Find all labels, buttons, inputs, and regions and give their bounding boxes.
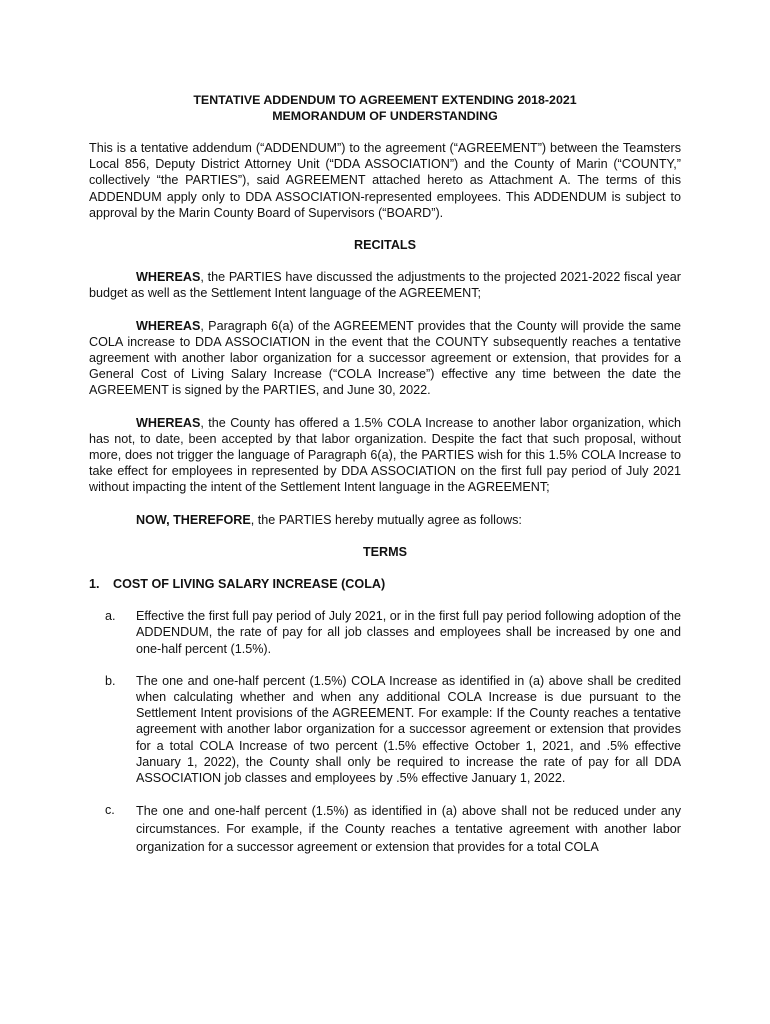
list-item-text: The one and one-half percent (1.5%) as identified in (a) above shall not be reduced under any circumstances. For example, if the County reaches a tentative agreement with another labor organization for a successor agreement or extension that provides for a total COLA xyxy=(136,804,681,855)
now-therefore-paragraph xyxy=(89,512,681,528)
list-item xyxy=(89,802,681,856)
list-item-text: Effective the first full pay period of July 2021, or in the first full pay period following adoption of the ADDENDUM, the rate of pay for all job classes and employees shall be increased by one and one-half percent (1.5%). xyxy=(136,609,681,656)
document-title-line-2: MEMORANDUM OF UNDERSTANDING xyxy=(272,109,498,123)
list-item xyxy=(89,673,681,786)
list-item xyxy=(89,608,681,657)
whereas-text: , Paragraph 6(a) of the AGREEMENT provides that the County will provide the same COLA increase to DDA ASSOCIATION in the event that the COUNTY subsequently reaches a tentative agreement with another labor organization for a successor agreement or extension, that provides for a General Cost of Living Salary Increase (“COLA Increase”) effective any time between the date the AGREEMENT is signed by the PARTIES, and June 30, 2022. xyxy=(89,318,681,398)
list-item-label: c. xyxy=(105,803,115,818)
whereas-paragraph-1 xyxy=(89,269,681,301)
whereas-lead: WHEREAS xyxy=(136,318,201,333)
section-1-heading xyxy=(89,576,681,592)
recitals-heading: RECITALS xyxy=(353,238,417,253)
section-number: 1. xyxy=(89,577,100,592)
whereas-text: , the PARTIES have discussed the adjustments to the projected 2021-2022 fiscal year budget as well as the Settlement Intent language of the AGREEMENT; xyxy=(89,270,681,301)
intro-paragraph: This is a tentative addendum (“ADDENDUM”) to the agreement (“AGREEMENT”) between the Teamsters Local 856, Deputy District Attorney Unit (“DDA ASSOCIATION”) and the County of Marin (“COUNTY,” collectively “the PARTIES”), said AGREEMENT attached hereto as Attachment A. The terms of this ADDENDUM apply only to DDA ASSOCIATION-represented employees. This ADDENDUM is subject to approval by the Marin County Board of Supervisors (“BOARD”). xyxy=(89,141,681,220)
list-item-label: b. xyxy=(105,673,116,688)
document-page xyxy=(89,92,681,856)
section-title: COST OF LIVING SALARY INCREASE (COLA) xyxy=(113,577,386,592)
whereas-text: , the County has offered a 1.5% COLA Increase to another labor organization, which has not, to date, been accepted by that labor organization. Despite the fact that such proposal, without more, does not trigger the language of Paragraph 6(a), the PARTIES wish for this 1.5% COLA Increase to take effect for employees in represented by DDA ASSOCIATION on the first full pay period of July 2021 without impacting the intent of the Settlement Intent language in the AGREEMENT; xyxy=(89,415,681,495)
list-item-text: The one and one-half percent (1.5%) COLA Increase as identified in (a) above shall be credited when calculating whether and when any additional COLA Increase is due pursuant to the Settlement Intent provisions of the AGREEMENT. For example: If the County reaches a tentative agreement with another labor organization for a successor agreement or extension that provides for a total COLA Increase of two percent (1.5% effective October 1, 2021, and .5% effective January 1, 2022), the County shall only be required to increase the rate of pay for all DDA ASSOCIATION job classes and employees by .5% effective January 1, 2022. xyxy=(136,673,681,786)
terms-heading: TERMS xyxy=(362,544,408,559)
whereas-lead: WHEREAS xyxy=(136,415,201,430)
whereas-paragraph-3 xyxy=(89,415,681,496)
now-therefore-text: , the PARTIES hereby mutually agree as follows: xyxy=(250,512,522,527)
whereas-lead: WHEREAS xyxy=(136,270,201,285)
list-item-label: a. xyxy=(105,609,116,624)
now-therefore-lead: NOW, THEREFORE xyxy=(136,512,251,527)
document-title-line-1: TENTATIVE ADDENDUM TO AGREEMENT EXTENDING 2018-2021 xyxy=(193,93,577,107)
whereas-paragraph-2 xyxy=(89,318,681,399)
